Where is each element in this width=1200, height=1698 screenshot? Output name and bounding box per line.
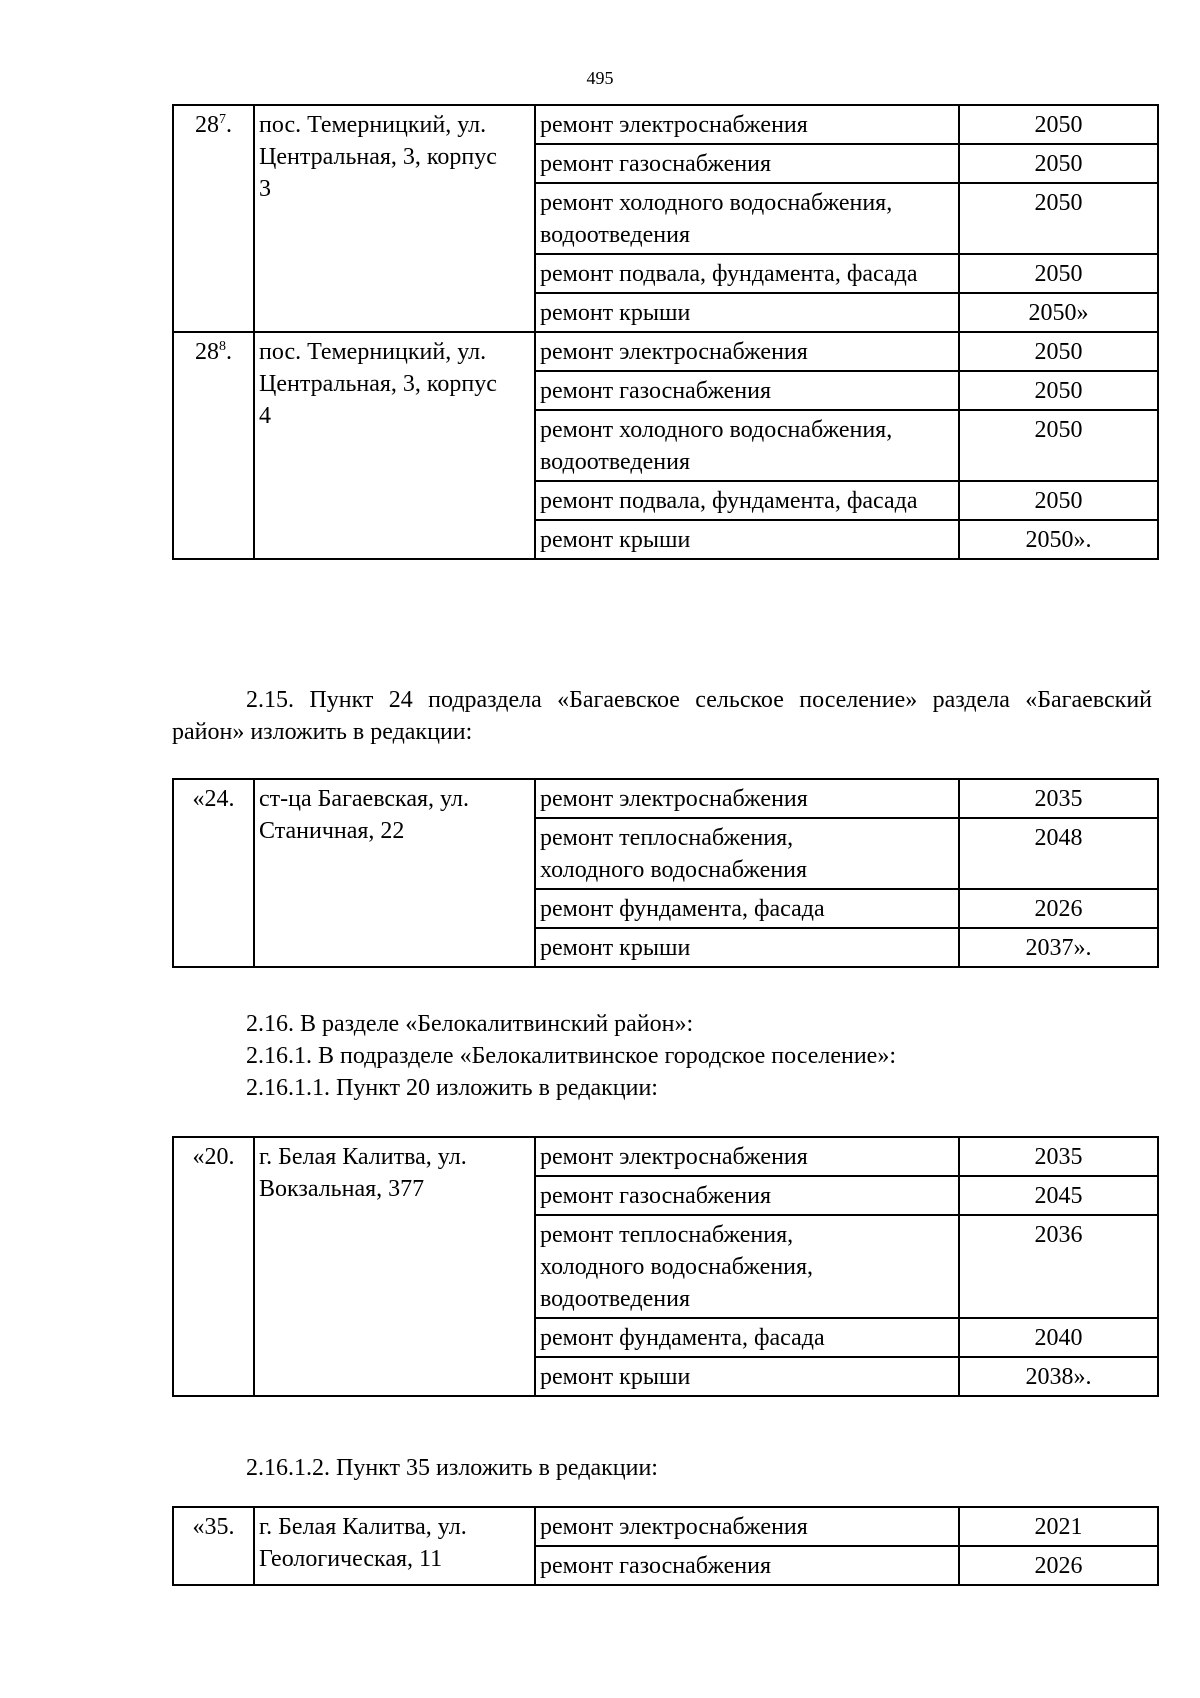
work-cell: ремонт крыши: [535, 520, 959, 559]
year-cell: 2050: [959, 332, 1158, 371]
work-cell: ремонт газоснабжения: [535, 144, 959, 183]
table-row: [173, 1137, 1158, 1176]
table-item-24: [172, 778, 1159, 968]
item-number: «35.: [173, 1507, 254, 1585]
year-cell: 2035: [959, 1137, 1158, 1176]
year-cell: 2038».: [959, 1357, 1158, 1396]
work-cell: ремонт электроснабжения: [535, 332, 959, 371]
work-cell: ремонт электроснабжения: [535, 779, 959, 818]
work-cell: ремонт газоснабжения: [535, 371, 959, 410]
work-cell: ремонт теплоснабжения, холодного водоснабжения: [535, 818, 959, 889]
table-items-28-7-28-8: [172, 104, 1159, 560]
item-number: «20.: [173, 1137, 254, 1396]
year-cell: 2045: [959, 1176, 1158, 1215]
year-cell: 2036: [959, 1215, 1158, 1318]
address-cell: г. Белая Калитва, ул. Геологическая, 11: [254, 1507, 535, 1585]
work-cell: ремонт крыши: [535, 293, 959, 332]
paragraph-2-16-1-1: 2.16.1.1. Пункт 20 изложить в редакции:: [246, 1075, 658, 1101]
work-cell: ремонт газоснабжения: [535, 1176, 959, 1215]
year-cell: 2040: [959, 1318, 1158, 1357]
work-cell: ремонт электроснабжения: [535, 1507, 959, 1546]
paragraph-2-16-1-2: 2.16.1.2. Пункт 35 изложить в редакции:: [246, 1455, 658, 1481]
paragraph-2-16: 2.16. В разделе «Белокалитвинский район»:: [246, 1011, 694, 1037]
work-cell: ремонт крыши: [535, 1357, 959, 1396]
table-item-20: [172, 1136, 1159, 1397]
year-cell: 2050: [959, 144, 1158, 183]
item-number: $28^8$.: [173, 332, 254, 559]
work-cell: ремонт крыши: [535, 928, 959, 967]
table-row: [173, 1507, 1158, 1546]
paragraph-2-16-block: [172, 1008, 1152, 1104]
year-cell: 2048: [959, 818, 1158, 889]
year-cell: 2050»: [959, 293, 1158, 332]
table-row: [173, 332, 1158, 371]
item-number: «24.: [173, 779, 254, 967]
address-cell: г. Белая Калитва, ул. Вокзальная, 377: [254, 1137, 535, 1396]
address-cell: пос. Темерницкий, ул. Центральная, 3, корпус 3: [254, 105, 535, 332]
year-cell: 2035: [959, 779, 1158, 818]
work-cell: ремонт электроснабжения: [535, 105, 959, 144]
work-cell: ремонт теплоснабжения, холодного водоснабжения, водоотведения: [535, 1215, 959, 1318]
work-cell: ремонт холодного водоснабжения, водоотведения: [535, 183, 959, 254]
table-row: [173, 779, 1158, 818]
year-cell: 2050: [959, 105, 1158, 144]
table-row: [173, 105, 1158, 144]
year-cell: 2050: [959, 371, 1158, 410]
paragraph-2-16-1: 2.16.1. В подразделе «Белокалитвинское городское поселение»:: [246, 1043, 896, 1069]
address-cell: пос. Темерницкий, ул. Центральная, 3, корпус 4: [254, 332, 535, 559]
item-number: $28^7$.: [173, 105, 254, 332]
year-cell: 2050: [959, 481, 1158, 520]
year-cell: 2050: [959, 254, 1158, 293]
table-item-35: [172, 1506, 1159, 1586]
year-cell: 2026: [959, 889, 1158, 928]
address-cell: ст-ца Багаевская, ул. Станичная, 22: [254, 779, 535, 967]
work-cell: ремонт газоснабжения: [535, 1546, 959, 1585]
work-cell: ремонт холодного водоснабжения, водоотведения: [535, 410, 959, 481]
paragraph-2-15: 2.15. Пункт 24 подраздела «Багаевское сельское поселение» раздела «Багаевский район» изложить в редакции:: [172, 687, 1152, 745]
work-cell: ремонт фундамента, фасада: [535, 889, 959, 928]
year-cell: 2050».: [959, 520, 1158, 559]
work-cell: ремонт электроснабжения: [535, 1137, 959, 1176]
work-cell: ремонт подвала, фундамента, фасада: [535, 481, 959, 520]
year-cell: 2026: [959, 1546, 1158, 1585]
paragraph-2-16-1-2-block: [172, 1452, 1152, 1484]
work-cell: ремонт фундамента, фасада: [535, 1318, 959, 1357]
year-cell: 2050: [959, 410, 1158, 481]
work-cell: ремонт подвала, фундамента, фасада: [535, 254, 959, 293]
year-cell: 2037».: [959, 928, 1158, 967]
year-cell: 2050: [959, 183, 1158, 254]
page-number: 495: [586, 68, 614, 88]
year-cell: 2021: [959, 1507, 1158, 1546]
